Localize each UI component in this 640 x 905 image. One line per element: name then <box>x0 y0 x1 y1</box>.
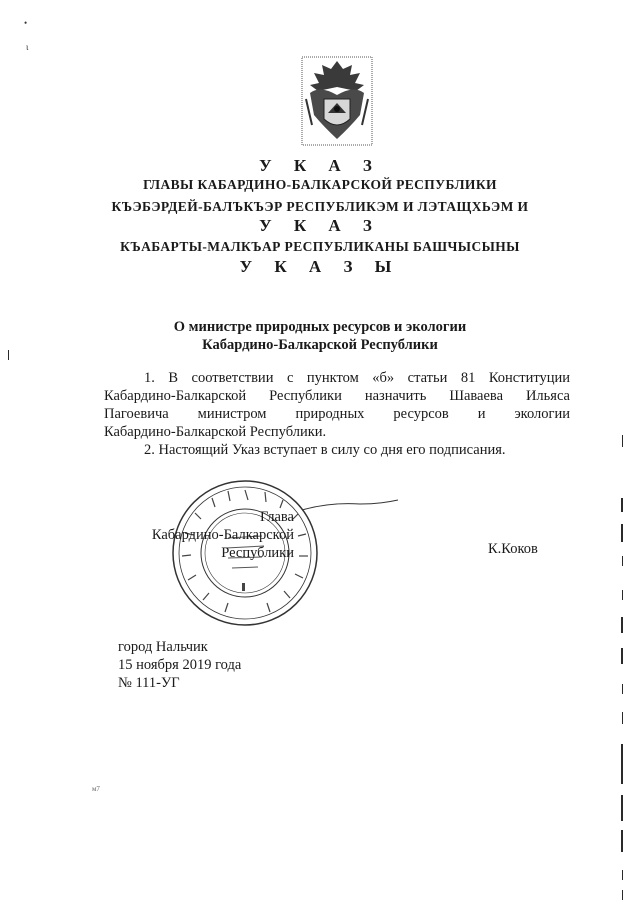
balkar-heading: КЪАБАРТЫ-МАЛКЪАР РЕСПУБЛИКАНЫ БАШЧЫСЫНЫ <box>120 239 520 254</box>
scan-edge-mark <box>622 590 623 600</box>
scan-edge-mark <box>621 830 623 852</box>
scan-edge-mark <box>621 524 623 542</box>
scan-edge-mark <box>622 684 623 694</box>
signatory-title-line1: Глава <box>259 509 294 525</box>
decree-title-line1: О министре природных ресурсов и экологии <box>173 319 467 335</box>
scan-edge-mark <box>622 712 623 724</box>
scan-edge-mark <box>621 795 623 821</box>
handwritten-signature <box>300 486 400 526</box>
scan-edge-mark <box>621 744 623 784</box>
ukazy-heading: У К А З Ы <box>239 257 401 276</box>
kabardian-heading: КЪЭБЭРДЕЙ-БАЛЪКЪЭР РЕСПУБЛИКЭМ И ЛЭТАЩХЬЭМ И <box>111 199 529 214</box>
decree-footer <box>118 638 241 692</box>
scan-edge-mark <box>621 648 623 664</box>
signatory-title <box>104 508 294 562</box>
ukaz-heading: У К А З <box>259 156 381 175</box>
scan-speck: ɩ <box>26 42 29 52</box>
scan-edge-mark <box>622 556 623 566</box>
head-of-republic-heading: ГЛАВЫ КАБАРДИНО-БАЛКАРСКОЙ РЕСПУБЛИКИ <box>143 177 497 192</box>
city: город Нальчик <box>118 639 208 655</box>
decree-number: № 111-УГ <box>118 675 180 691</box>
signatory-title-line2: Кабардино-Балкарской <box>151 527 294 543</box>
scan-edge-mark <box>622 435 623 447</box>
scan-edge-mark <box>622 890 623 900</box>
coat-of-arms-icon <box>300 55 374 147</box>
decree-date: 15 ноября 2019 года <box>118 657 242 673</box>
paragraph-1-line1: 1. В соответствии с пунктом «б» статьи 81 Конституции <box>144 370 570 386</box>
paragraph-1-line4: Кабардино-Балкарской Республики. <box>104 424 327 440</box>
ukaz-kabardian-heading: У К А З <box>259 216 381 235</box>
decree-title-line2: Кабардино-Балкарской Республики <box>202 337 438 353</box>
scan-edge-mark <box>621 498 623 512</box>
signatory-title-line3: Республики <box>221 545 294 561</box>
paragraph-1-line2: Кабардино-Балкарской Республики назначить Шаваева Ильяса <box>104 388 570 404</box>
scan-speck: • <box>24 18 28 28</box>
paragraph-2: 2. Настоящий Указ вступает в силу со дня его подписания. <box>144 442 506 458</box>
archive-mark: м7 <box>92 785 100 793</box>
scan-edge-mark <box>622 870 623 880</box>
signatory-name: К.Коков <box>488 541 538 557</box>
paragraph-1-line3: Пагоевича министром природных ресурсов и экологии <box>104 406 570 422</box>
scan-edge-mark <box>621 617 623 633</box>
